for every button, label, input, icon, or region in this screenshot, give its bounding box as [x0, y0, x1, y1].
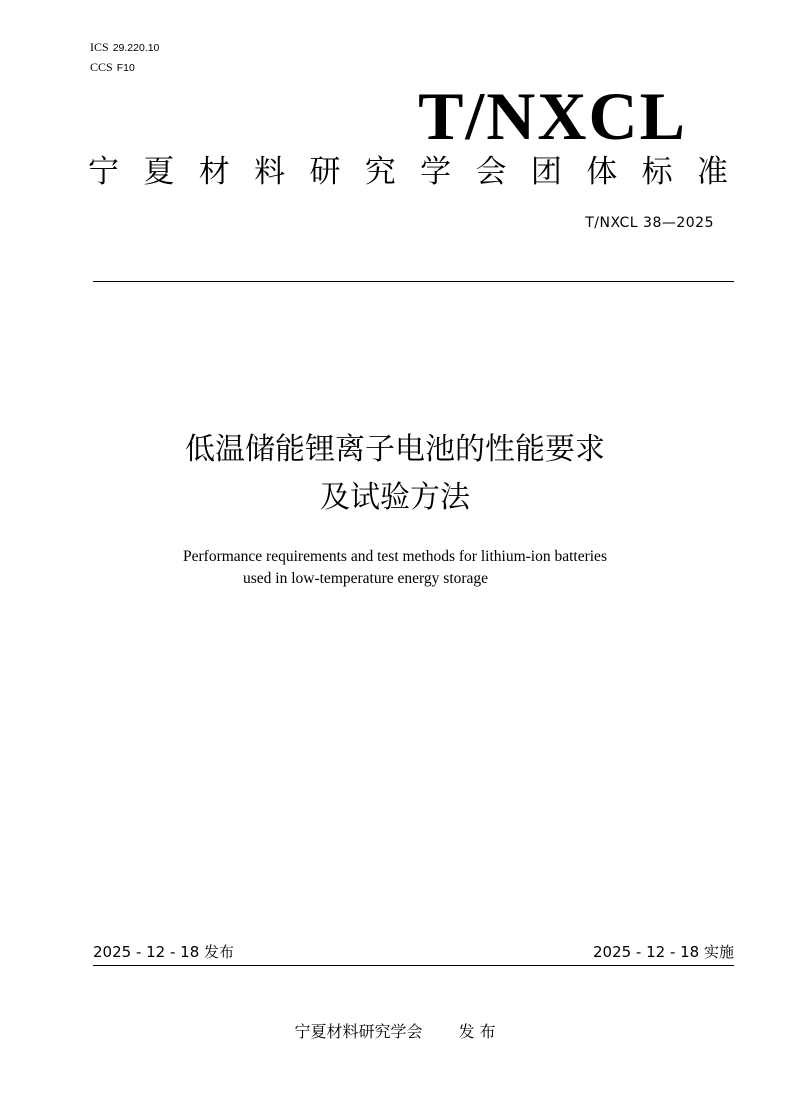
org-title-char: 标 [641, 154, 673, 190]
ics-label: ICS [90, 40, 109, 54]
ccs-label: CCS [90, 60, 113, 74]
ics-line [90, 38, 159, 58]
issue-date: 2025 - 12 - 18 发布 [93, 943, 235, 961]
org-title-char: 究 [364, 154, 396, 190]
publisher-action: 发 布 [458, 1022, 496, 1041]
org-title-char: 会 [475, 154, 507, 190]
org-title-char: 夏 [143, 154, 175, 190]
org-title-char: 学 [420, 154, 452, 190]
standard-logo: T/NXCL [418, 78, 687, 154]
org-title-char: 材 [198, 154, 230, 190]
ccs-value: F10 [116, 62, 135, 74]
organization-title [88, 149, 728, 195]
org-title-char: 宁 [88, 154, 119, 190]
ics-value: 29.220.10 [112, 42, 160, 54]
publisher-name: 宁夏材料研究学会 [294, 1022, 423, 1041]
org-title-char: 体 [586, 154, 618, 190]
ccs-line [90, 58, 159, 78]
header-divider [93, 281, 734, 282]
publisher-line [0, 1019, 790, 1042]
implementation-date: 2025 - 12 - 18 实施 [592, 943, 734, 961]
title-zh-line2: 及试验方法 [320, 480, 470, 515]
title-en-line2: used in low-temperature energy storage [243, 570, 489, 587]
org-title-char: 料 [254, 154, 286, 190]
org-title-char: 团 [530, 154, 562, 190]
title-zh-line1: 低温储能锂离子电池的性能要求 [185, 432, 605, 467]
org-title-char: 准 [696, 154, 728, 190]
classification-block [90, 38, 159, 78]
standard-number: T/NXCL 38—2025 [585, 215, 714, 231]
org-title-char: 研 [309, 154, 341, 190]
title-en-line1: Performance requirements and test methods for lithium-ion batteries [183, 548, 607, 565]
footer-divider [93, 965, 734, 966]
